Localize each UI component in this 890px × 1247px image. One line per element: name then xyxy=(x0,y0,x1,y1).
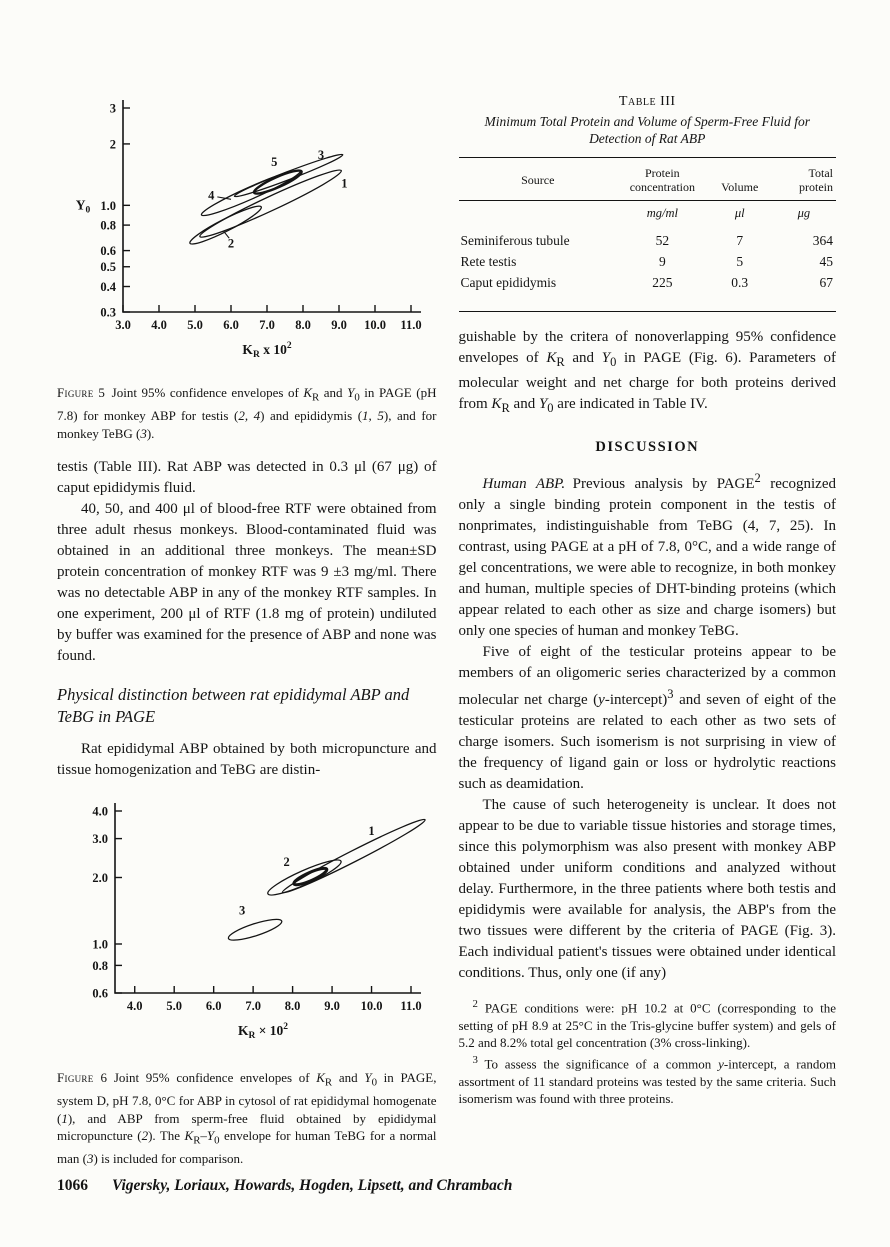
table-cell: 52 xyxy=(655,233,670,248)
x-axis-label: $K_R$ x $10^2$ xyxy=(242,341,292,360)
axes xyxy=(115,803,421,993)
ellipse-label-1: 1 xyxy=(368,824,375,839)
table-cell: Caput epididymis xyxy=(460,275,557,290)
table-row xyxy=(459,272,837,312)
x-tick-label: 11.0 xyxy=(400,999,422,1014)
column-header: Volume xyxy=(708,158,772,201)
left-column xyxy=(57,92,437,1168)
ellipse-label-3: 3 xyxy=(238,903,246,918)
x-tick-label: 9.0 xyxy=(331,318,347,332)
unit-label: mg/ml xyxy=(646,206,678,220)
ellipse-label-2: 2 xyxy=(283,855,290,870)
body-paragraph: Rat epididymal ABP obtained by both micropuncture and tissue homogenization and TeBG are distin- xyxy=(57,741,437,779)
body-paragraph: Human ABP. Previous analysis by PAGE$^2$ recognized only a single binding protein component in the testis of nonprimates, indistinguishable from TeBG (4, 7, 25). In contrast, using PAGE at a pH of 7.8, 0°C, and a wide range of gel concentrations, we were able to recognize, in both monkey and human, multiple species of DHT-binding proteins (which appear related to each other as size and charge isomers) but only one species of human and monkey TeBG. xyxy=(458,471,836,639)
section-heading: Physical distinction between rat epididymal ABP and TeBG in PAGE xyxy=(57,685,410,727)
x-tick-label: 4.0 xyxy=(126,999,143,1014)
y-tick-label: 0.6 xyxy=(100,244,116,259)
page-footer xyxy=(57,1177,512,1195)
column-header: Total protein xyxy=(772,158,836,201)
unit-label: μg xyxy=(797,206,811,220)
discussion-heading: DISCUSSION xyxy=(595,439,700,455)
confidence-ellipse-1 xyxy=(197,164,344,243)
y-tick-label: 0.8 xyxy=(92,958,108,973)
x-tick-label: 9.0 xyxy=(324,999,340,1014)
y-tick-label: 3.0 xyxy=(92,832,108,847)
body-paragraph: testis (Table III). Rat ABP was detected in 0.3 μl (67 μg) of caput epididymis fluid. xyxy=(57,459,437,497)
figure6-caption: Figure 6 Joint 95% confidence envelopes of $K_R$ and $Y_0$ in PAGE, system D, pH 7.8, 0°C for ABP in cytosol of rat epididymal homogenate (1), and ABP from sperm-free fluid obtained by epididymal micropuncture (2). The $K_R-Y_0$ envelope for human TeBG for a normal man (3) is included for comparison. xyxy=(57,1070,437,1167)
x-tick-label: 10.0 xyxy=(360,999,383,1014)
x-tick-label: 4.0 xyxy=(151,318,167,332)
confidence-ellipse-2 xyxy=(187,202,264,249)
x-tick-label: 6.0 xyxy=(223,318,239,332)
running-authors: Vigersky, Loriaux, Howards, Hogden, Lipsett, and Chrambach xyxy=(112,1177,513,1194)
x-tick-label: 7.0 xyxy=(245,999,261,1014)
y-tick-label: 3 xyxy=(109,101,116,116)
ellipse-label-2: 2 xyxy=(227,236,235,251)
column-header: Source xyxy=(459,158,618,201)
x-tick-label: 6.0 xyxy=(205,999,222,1014)
table-cell: Rete testis xyxy=(460,254,517,269)
y-tick-label: 0.6 xyxy=(92,986,108,1001)
x-tick-label: 3.0 xyxy=(115,318,131,332)
y-tick-label: 4.0 xyxy=(92,804,108,819)
figure5 xyxy=(57,92,437,442)
ellipse-label-5: 5 xyxy=(271,155,278,170)
table-cell: 7 xyxy=(736,233,744,248)
x-tick-label: 5.0 xyxy=(166,999,183,1014)
table3 xyxy=(459,94,837,312)
x-tick-label: 5.0 xyxy=(187,318,203,332)
confidence-ellipse-3 xyxy=(233,151,344,200)
table3-table xyxy=(459,157,837,312)
table-row xyxy=(459,223,837,251)
footnote: $^3$ To assess the significance of a common y-intercept, a random assortment of 11 standard proteins was tested by the same criteria. Such isomerism was found with three proteins. xyxy=(458,1053,836,1107)
page-number: 1066 xyxy=(57,1177,88,1194)
body-paragraph: 40, 50, and 400 μl of blood-free RTF were obtained from three adult rhesus monkeys. Blood-contaminated fluid was obtained in an additional three monkeys. The mean±SD protein concentration of monkey RTF was 9 ±3 mg/ml. There was no detectable ABP in any of the monkey RTF samples. In one experiment, 200 μl of RTF (1.8 mg of protein) undiluted by buffer was examined for the presence of ABP and none was found. xyxy=(57,501,437,665)
body-paragraph: The cause of such heterogeneity is unclear. It does not appear to be due to variable tissue histories and storage times, since this polymorphism was also present with monkey ABP obtained under uniform conditions and analyzed without delay. Furthermore, in the three patients where both testis and epididymis were available for analysis, the ABP's from the two tissues were different by the criteria of PAGE (Fig. 3). Each individual patient's tissues were obtained under identical conditions. Thus, only one (if any) xyxy=(458,797,836,981)
x-tick-label: 8.0 xyxy=(295,318,311,332)
x-axis-label: $K_R \times 10^2$ xyxy=(237,1022,289,1042)
table-cell: 364 xyxy=(812,233,833,248)
table3-subtitle: Minimum Total Protein and Volume of Sperm-Free Fluid for Detection of Rat ABP xyxy=(484,114,810,146)
ellipse-label-4: 4 xyxy=(208,188,215,203)
y-tick-label: 2.0 xyxy=(92,871,108,886)
y-tick-label: 0.8 xyxy=(100,218,116,233)
table-cell: Seminiferous tubule xyxy=(460,233,570,248)
y-tick-label: 1.0 xyxy=(92,937,108,952)
y-axis-label: $Y_0$ xyxy=(75,197,91,216)
table-cell: 45 xyxy=(819,254,833,269)
body-paragraph: Five of eight of the testicular proteins appear to be members of an oligomeric series characterized by a common molecular net charge (y-intercept)$^3$ and seven of eight of the testicular proteins are related to each other as two sets of charge isomers. Such isomerism is not surprising in view of the frequency of ligand gain or loss or hydrolytic reactions such as deamidation. xyxy=(458,644,836,792)
x-tick-label: 8.0 xyxy=(284,999,301,1014)
table-cell: 5 xyxy=(736,254,744,269)
right-column xyxy=(459,92,837,1168)
figure5-chart xyxy=(57,92,431,364)
axes xyxy=(123,100,421,312)
table-row xyxy=(459,251,837,272)
footnotes xyxy=(459,996,837,1108)
table-units-row xyxy=(459,201,837,224)
table-cell: 225 xyxy=(652,275,673,290)
y-tick-label: 0.5 xyxy=(100,260,116,275)
x-tick-label: 7.0 xyxy=(259,318,275,332)
figure6 xyxy=(57,797,437,1168)
ellipse-label-1: 1 xyxy=(341,176,348,191)
table-cell: 67 xyxy=(819,275,833,290)
ellipse-label-3: 3 xyxy=(317,148,325,163)
figure5-caption: Figure 5 Joint 95% confidence envelopes of $K_R$ and $Y_0$ in PAGE (pH 7.8) for monkey ABP for testis (2, 4) and epididymis (1, 5), and for monkey TeBG (3). xyxy=(57,385,437,441)
footnote: $^2$ PAGE conditions were: pH 10.2 at 0°C (corresponding to the setting of pH 8.9 at 25°C in the Tris-glycine buffer system) and gels of 5.2 and 8.2% total gel concentration (3% cross-linking). xyxy=(458,998,836,1051)
table3-title: Table III xyxy=(618,94,676,109)
x-tick-label: 10.0 xyxy=(364,318,386,332)
y-tick-label: 0.4 xyxy=(100,280,116,295)
confidence-ellipse-3 xyxy=(227,915,284,944)
x-tick-label: 11.0 xyxy=(400,318,422,332)
table-cell: 0.3 xyxy=(731,275,749,290)
y-tick-label: 1.0 xyxy=(100,198,116,213)
body-paragraph: guishable by the critera of nonoverlapping 95% confidence envelopes of $K_R$ and $Y_0$ in PAGE (Fig. 6). Parameters of molecular weight and net charge for both proteins derived from $K_R$ and $Y_0$ are indicated in Table IV. xyxy=(458,329,836,415)
table-cell: 9 xyxy=(658,254,666,269)
figure6-chart xyxy=(57,797,431,1049)
y-tick-label: 2 xyxy=(109,137,116,152)
y-tick-label: 0.3 xyxy=(100,305,116,320)
column-header: Protein concentration xyxy=(617,158,708,201)
table-header-row xyxy=(459,158,837,201)
unit-label: μl xyxy=(734,206,745,220)
